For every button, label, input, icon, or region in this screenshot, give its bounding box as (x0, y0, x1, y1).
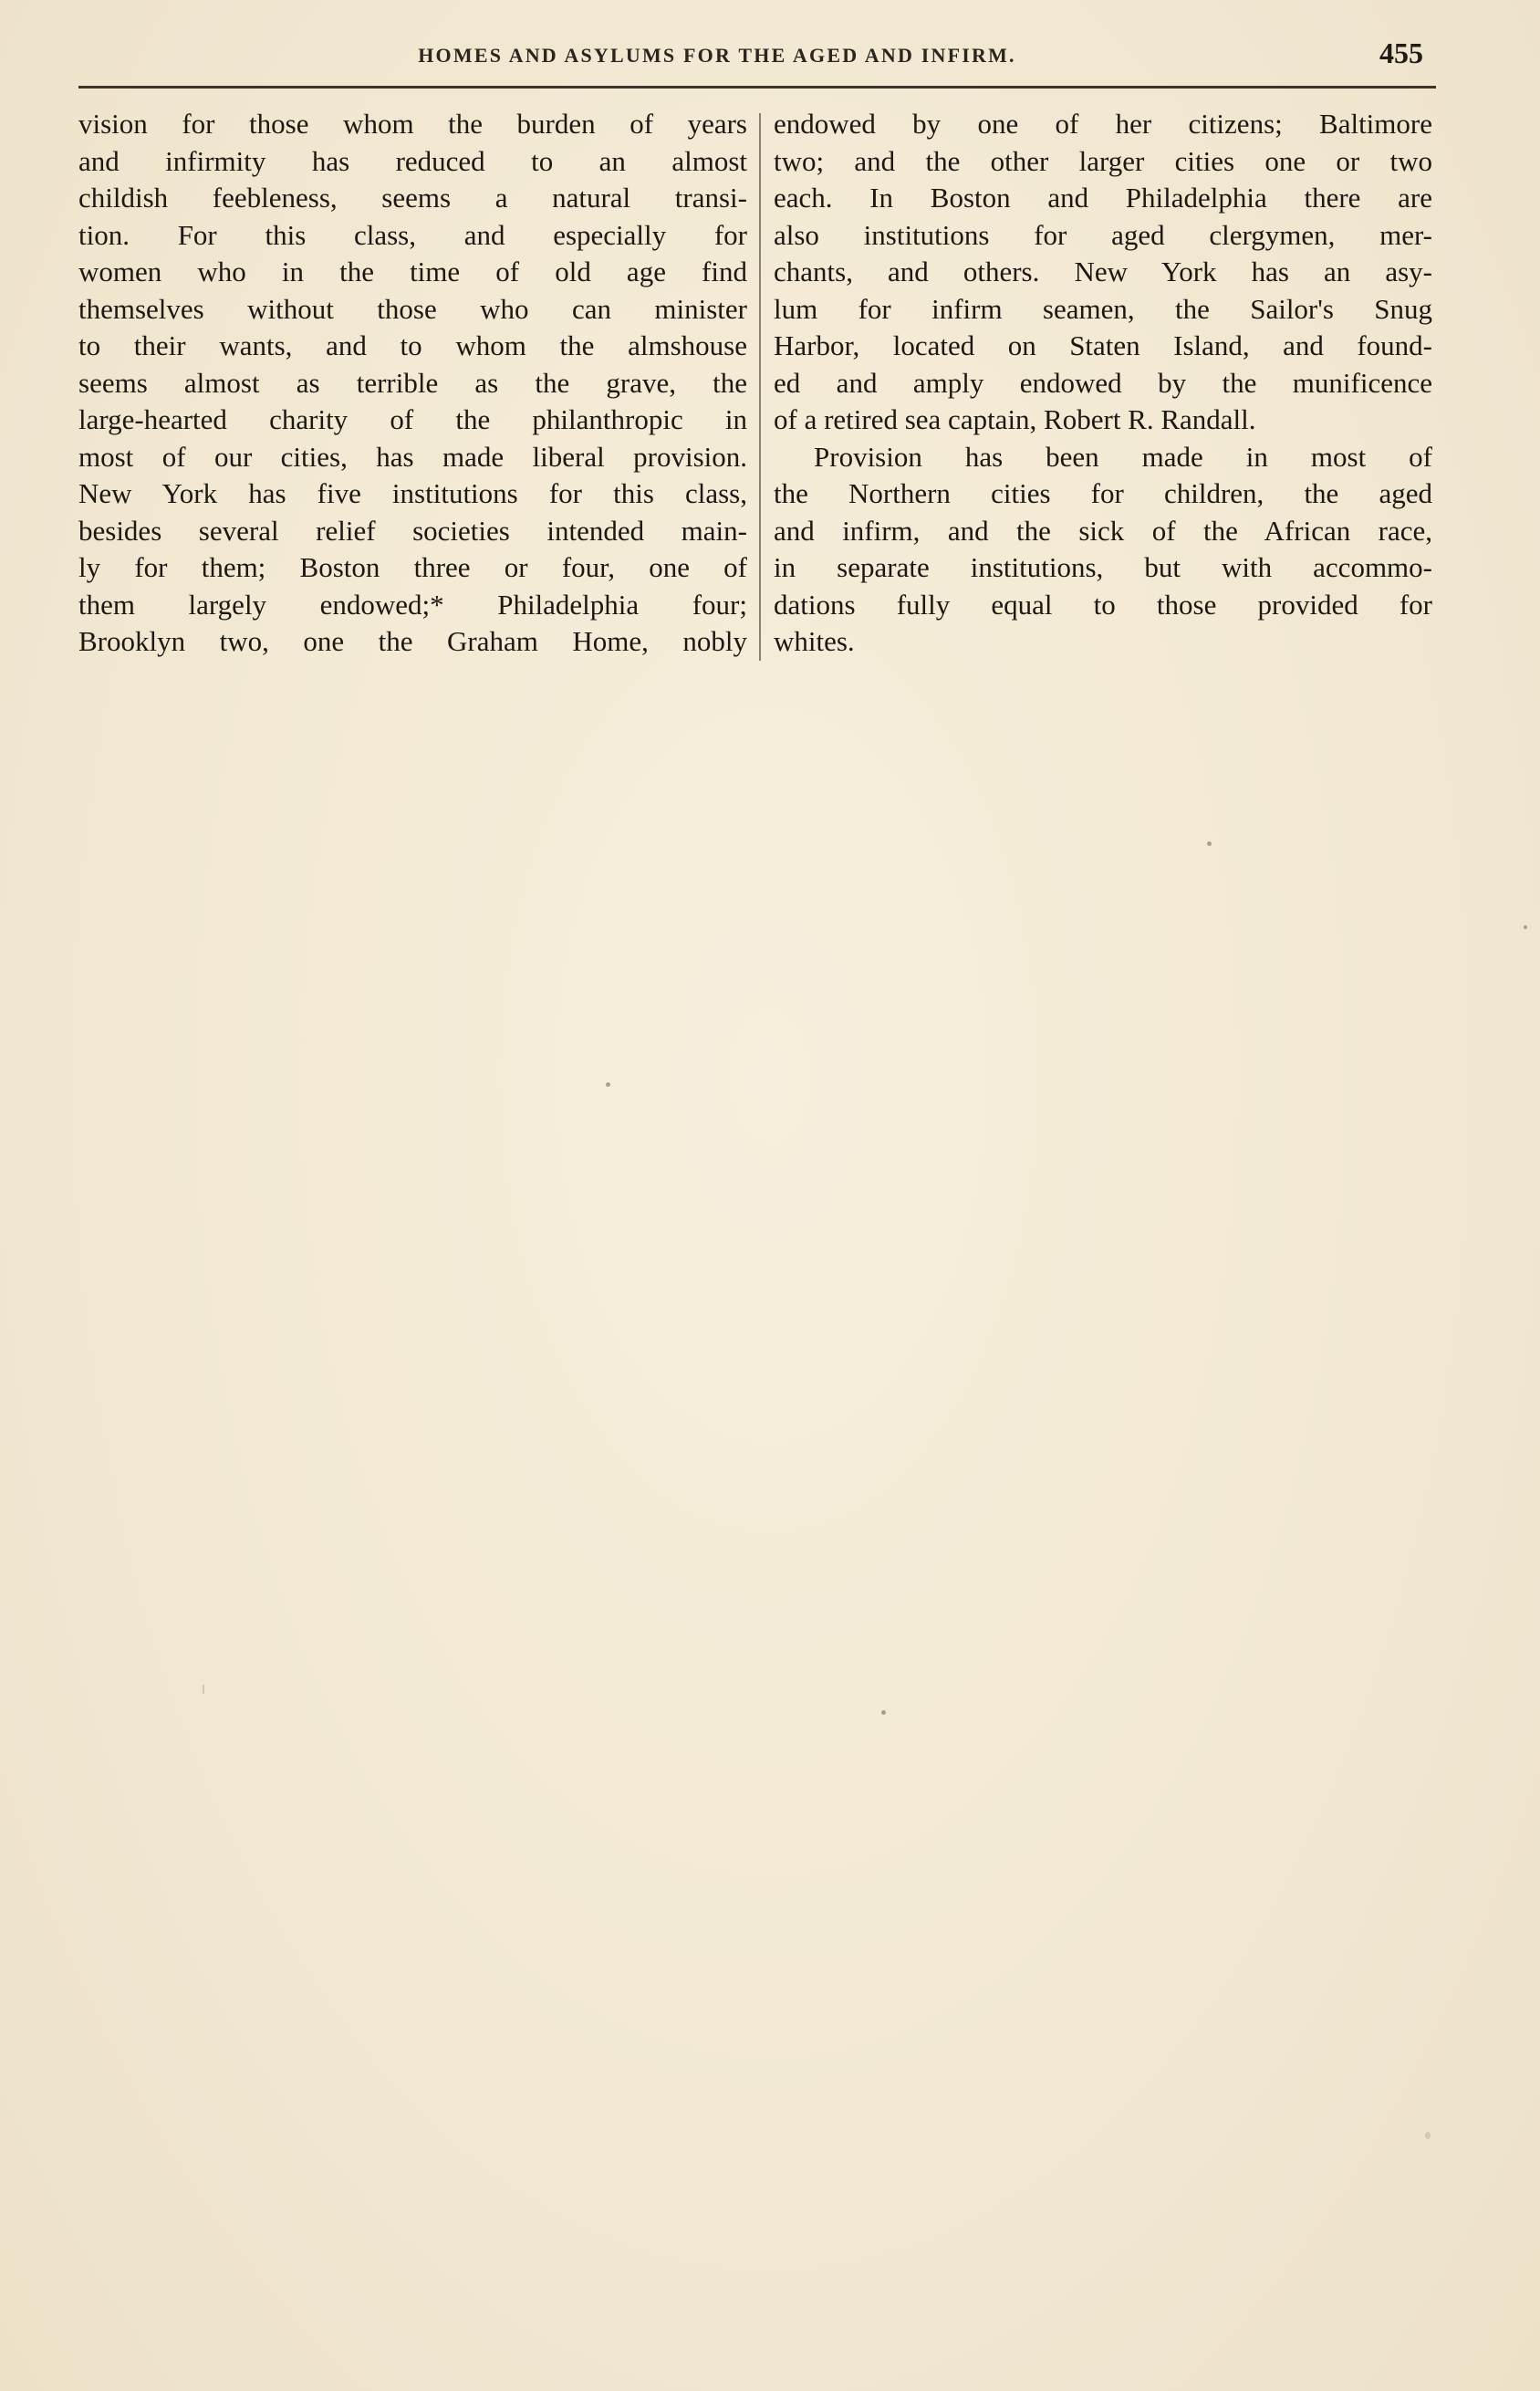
paper-speck (1207, 841, 1212, 846)
text-line: to their wants, and to whom the almshouse (78, 329, 747, 361)
text-line: besides several relief societies intended main- (78, 514, 747, 547)
text-line: chants, and others. New York has an asy- (774, 256, 1432, 287)
text-line: Brooklyn two, one the Graham Home, nobly (78, 625, 747, 657)
text-line: seems almost as terrible as the grave, the (78, 366, 747, 399)
text-line: of a retired sea captain, Robert R. Randall. (774, 403, 1256, 435)
left-column (78, 106, 747, 661)
text-line: them largely endowed;* Philadelphia four; (78, 588, 747, 621)
paragraph-start-line: Provision has been made in most of (814, 440, 1432, 473)
paper-speck (1425, 2132, 1431, 2139)
column-divider (759, 113, 761, 661)
text-line: also institutions for aged clergymen, mer- (774, 218, 1432, 251)
text-line: New York has five institutions for this class, (78, 477, 747, 509)
text-line: whites. (774, 625, 855, 657)
paper-speck (1524, 925, 1527, 929)
text-line: women who in the time of old age find (78, 256, 747, 287)
paper-speck (606, 1082, 610, 1087)
text-line: most of our cities, has made liberal provision. (78, 440, 747, 473)
text-line: two; and the other larger cities one or two (774, 144, 1432, 177)
header-rule (78, 86, 1436, 89)
text-line: endowed by one of her citizens; Baltimore (774, 108, 1432, 140)
text-line: and infirmity has reduced to an almost (78, 144, 747, 177)
text-line: the Northern cities for children, the aged (774, 477, 1432, 509)
text-line: and infirm, and the sick of the African race, (774, 514, 1432, 547)
running-head (78, 37, 1436, 73)
paper-speck (881, 1710, 886, 1715)
text-line: vision for those whom the burden of years (78, 108, 747, 140)
text-line: ed and amply endowed by the munificence (774, 366, 1432, 399)
text-line: each. In Boston and Philadelphia there are (774, 182, 1432, 214)
text-line: childish feebleness, seems a natural transi- (78, 182, 747, 214)
page-number: 455 (1379, 37, 1423, 69)
running-title: HOMES AND ASYLUMS FOR THE AGED AND INFIRM. (418, 44, 1016, 67)
text-line: large-hearted charity of the philanthropic in (78, 403, 747, 435)
text-line: ly for them; Boston three or four, one of (78, 551, 747, 583)
text-line: Harbor, located on Staten Island, and found- (774, 329, 1432, 361)
text-line: lum for infirm seamen, the Sailor's Snug (774, 292, 1432, 325)
text-line: themselves without those who can minister (78, 292, 747, 325)
paper-speck (203, 1685, 204, 1694)
text-line: in separate institutions, but with accommo- (774, 551, 1432, 583)
right-column (774, 106, 1432, 661)
text-line: tion. For this class, and especially for (78, 218, 747, 251)
text-line: dations fully equal to those provided for (774, 588, 1432, 621)
